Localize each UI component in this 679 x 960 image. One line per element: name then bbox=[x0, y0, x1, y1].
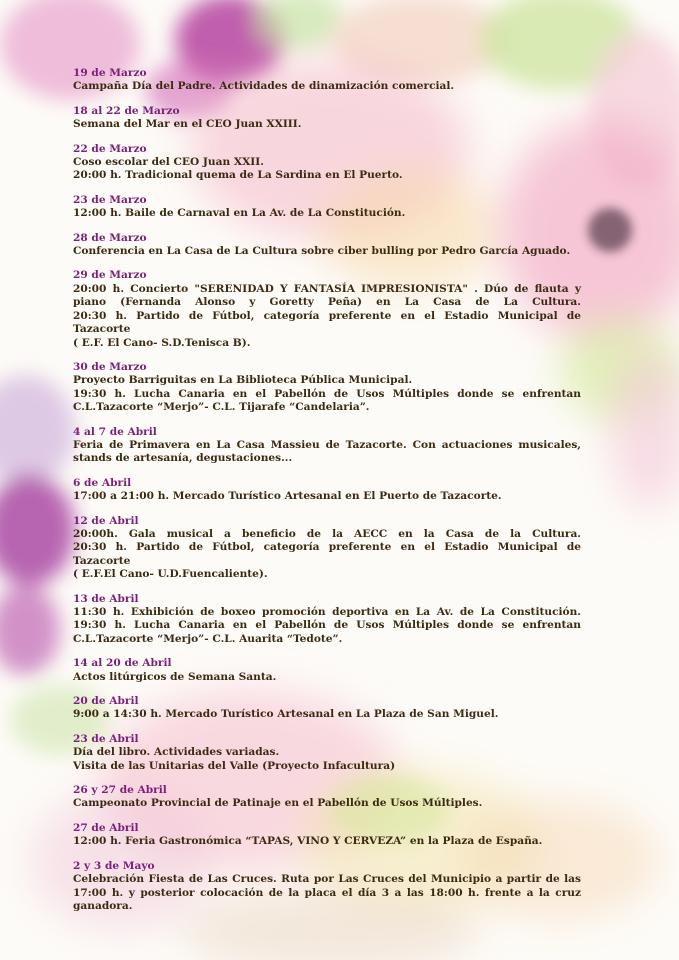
event-description-line: stands de artesanía, degustaciones... bbox=[73, 452, 293, 465]
event-entry bbox=[73, 194, 581, 221]
event-date: 6 de Abril bbox=[73, 476, 132, 489]
event-entry bbox=[73, 695, 581, 722]
event-entry bbox=[73, 105, 581, 132]
event-description-line: C.L.Tazacorte “Merjo”- C.L. Tijarafe “Candelaria”. bbox=[73, 401, 370, 414]
event-date: 29 de Marzo bbox=[73, 269, 147, 282]
event-date: 23 de Abril bbox=[73, 732, 139, 745]
event-date: 26 y 27 de Abril bbox=[73, 784, 167, 797]
event-description-line: 17:00 h. y posterior colocación de la placa el día 3 a las 18:00 h. frente a la cruz bbox=[73, 886, 581, 899]
event-date: 22 de Marzo bbox=[73, 142, 147, 155]
event-description-line: C.L.Tazacorte “Merjo”- C.L. Auarita “Tedote”. bbox=[73, 632, 343, 645]
event-description-line: ganadora. bbox=[73, 899, 133, 912]
event-description-line: Coso escolar del CEO Juan XXII. bbox=[73, 156, 264, 169]
event-description-line: Proyecto Barriguitas en La Biblioteca Pública Municipal. bbox=[73, 374, 413, 387]
event-date: 13 de Abril bbox=[73, 592, 139, 605]
event-description-line: Conferencia en La Casa de La Cultura sobre ciber bulling por Pedro García Aguado. bbox=[73, 245, 571, 258]
event-description-line: Semana del Mar en el CEO Juan XXIII. bbox=[73, 118, 302, 131]
event-calendar bbox=[73, 67, 581, 924]
event-entry bbox=[73, 593, 581, 647]
event-description-line: Día del libro. Actividades variadas. bbox=[73, 746, 280, 759]
event-date: 18 al 22 de Marzo bbox=[73, 104, 180, 117]
event-entry bbox=[73, 232, 581, 259]
event-description-line: Visita de las Unitarias del Valle (Proyecto Infacultura) bbox=[73, 759, 396, 772]
event-entry bbox=[73, 67, 581, 94]
event-description-line: Celebración Fiesta de Las Cruces. Ruta por Las Cruces del Municipio a partir de las bbox=[73, 873, 581, 886]
event-entry bbox=[73, 822, 581, 849]
event-entry bbox=[73, 860, 581, 914]
event-description-line: Campeonato Provincial de Patinaje en el Pabellón de Usos Múltiples. bbox=[73, 797, 483, 810]
event-entry bbox=[73, 269, 581, 349]
event-description-line: 20:00 h. Tradicional quema de La Sardina en El Puerto. bbox=[73, 169, 403, 182]
event-entry bbox=[73, 143, 581, 183]
event-date: 27 de Abril bbox=[73, 821, 139, 834]
event-date: 23 de Marzo bbox=[73, 193, 147, 206]
event-description-line: 9:00 a 14:30 h. Mercado Turístico Artesanal en La Plaza de San Miguel. bbox=[73, 708, 499, 721]
event-description-line: 20:00h. Gala musical a beneficio de la AECC en la Casa de la Cultura. bbox=[73, 527, 581, 540]
event-description-line: ( E.F. El Cano- S.D.Tenisca B). bbox=[73, 336, 251, 349]
event-date: 12 de Abril bbox=[73, 514, 139, 527]
event-date: 28 de Marzo bbox=[73, 231, 147, 244]
event-entry bbox=[73, 361, 581, 415]
event-date: 2 y 3 de Mayo bbox=[73, 859, 155, 872]
event-date: 20 de Abril bbox=[73, 695, 139, 708]
event-description-line: 19:30 h. Lucha Canaria en el Pabellón de Usos Múltiples donde se enfrentan bbox=[73, 619, 581, 632]
event-description-line: 20:30 h. Partido de Fútbol, categoría preferente en el Estadio Municipal de Tazacorte bbox=[73, 541, 581, 567]
event-description-line: 20:00 h. Concierto "SERENIDAD Y FANTASÍA IMPRESIONISTA" . Dúo de flauta y bbox=[73, 282, 581, 295]
event-entry bbox=[73, 477, 581, 504]
event-description-line: 12:00 h. Feria Gastronómica “TAPAS, VINO Y CERVEZA” en la Plaza de España. bbox=[73, 835, 543, 848]
event-description-line: Feria de Primavera en La Casa Massieu de Tazacorte. Con actuaciones musicales, bbox=[73, 438, 581, 451]
event-description-line: Actos litúrgicos de Semana Santa. bbox=[73, 670, 277, 683]
event-entry bbox=[73, 515, 581, 582]
event-description-line: ( E.F.El Cano- U.D.Fuencaliente). bbox=[73, 568, 268, 581]
event-description-line: 11:30 h. Exhibición de boxeo promoción deportiva en La Av. de La Constitución. bbox=[73, 606, 581, 618]
event-entry bbox=[73, 733, 581, 773]
event-description-line: 17:00 a 21:00 h. Mercado Turístico Artesanal en El Puerto de Tazacorte. bbox=[73, 490, 502, 503]
event-description-line: 19:30 h. Lucha Canaria en el Pabellón de Usos Múltiples donde se enfrentan bbox=[73, 387, 581, 400]
event-date: 19 de Marzo bbox=[73, 67, 147, 79]
event-date: 4 al 7 de Abril bbox=[73, 425, 157, 438]
event-entry bbox=[73, 657, 581, 684]
event-date: 30 de Marzo bbox=[73, 360, 147, 373]
event-date: 14 al 20 de Abril bbox=[73, 657, 172, 670]
event-entry bbox=[73, 426, 581, 466]
event-description-line: Campaña Día del Padre. Actividades de dinamización comercial. bbox=[73, 80, 455, 93]
event-description-line: 12:00 h. Baile de Carnaval en La Av. de La Constitución. bbox=[73, 207, 406, 220]
event-description-line: 20:30 h. Partido de Fútbol, categoría preferente en el Estadio Municipal de Tazacorte bbox=[73, 309, 581, 336]
event-description-line: piano (Fernanda Alonso y Goretty Peña) en La Casa de La Cultura. bbox=[73, 296, 581, 309]
event-entry bbox=[73, 784, 581, 811]
